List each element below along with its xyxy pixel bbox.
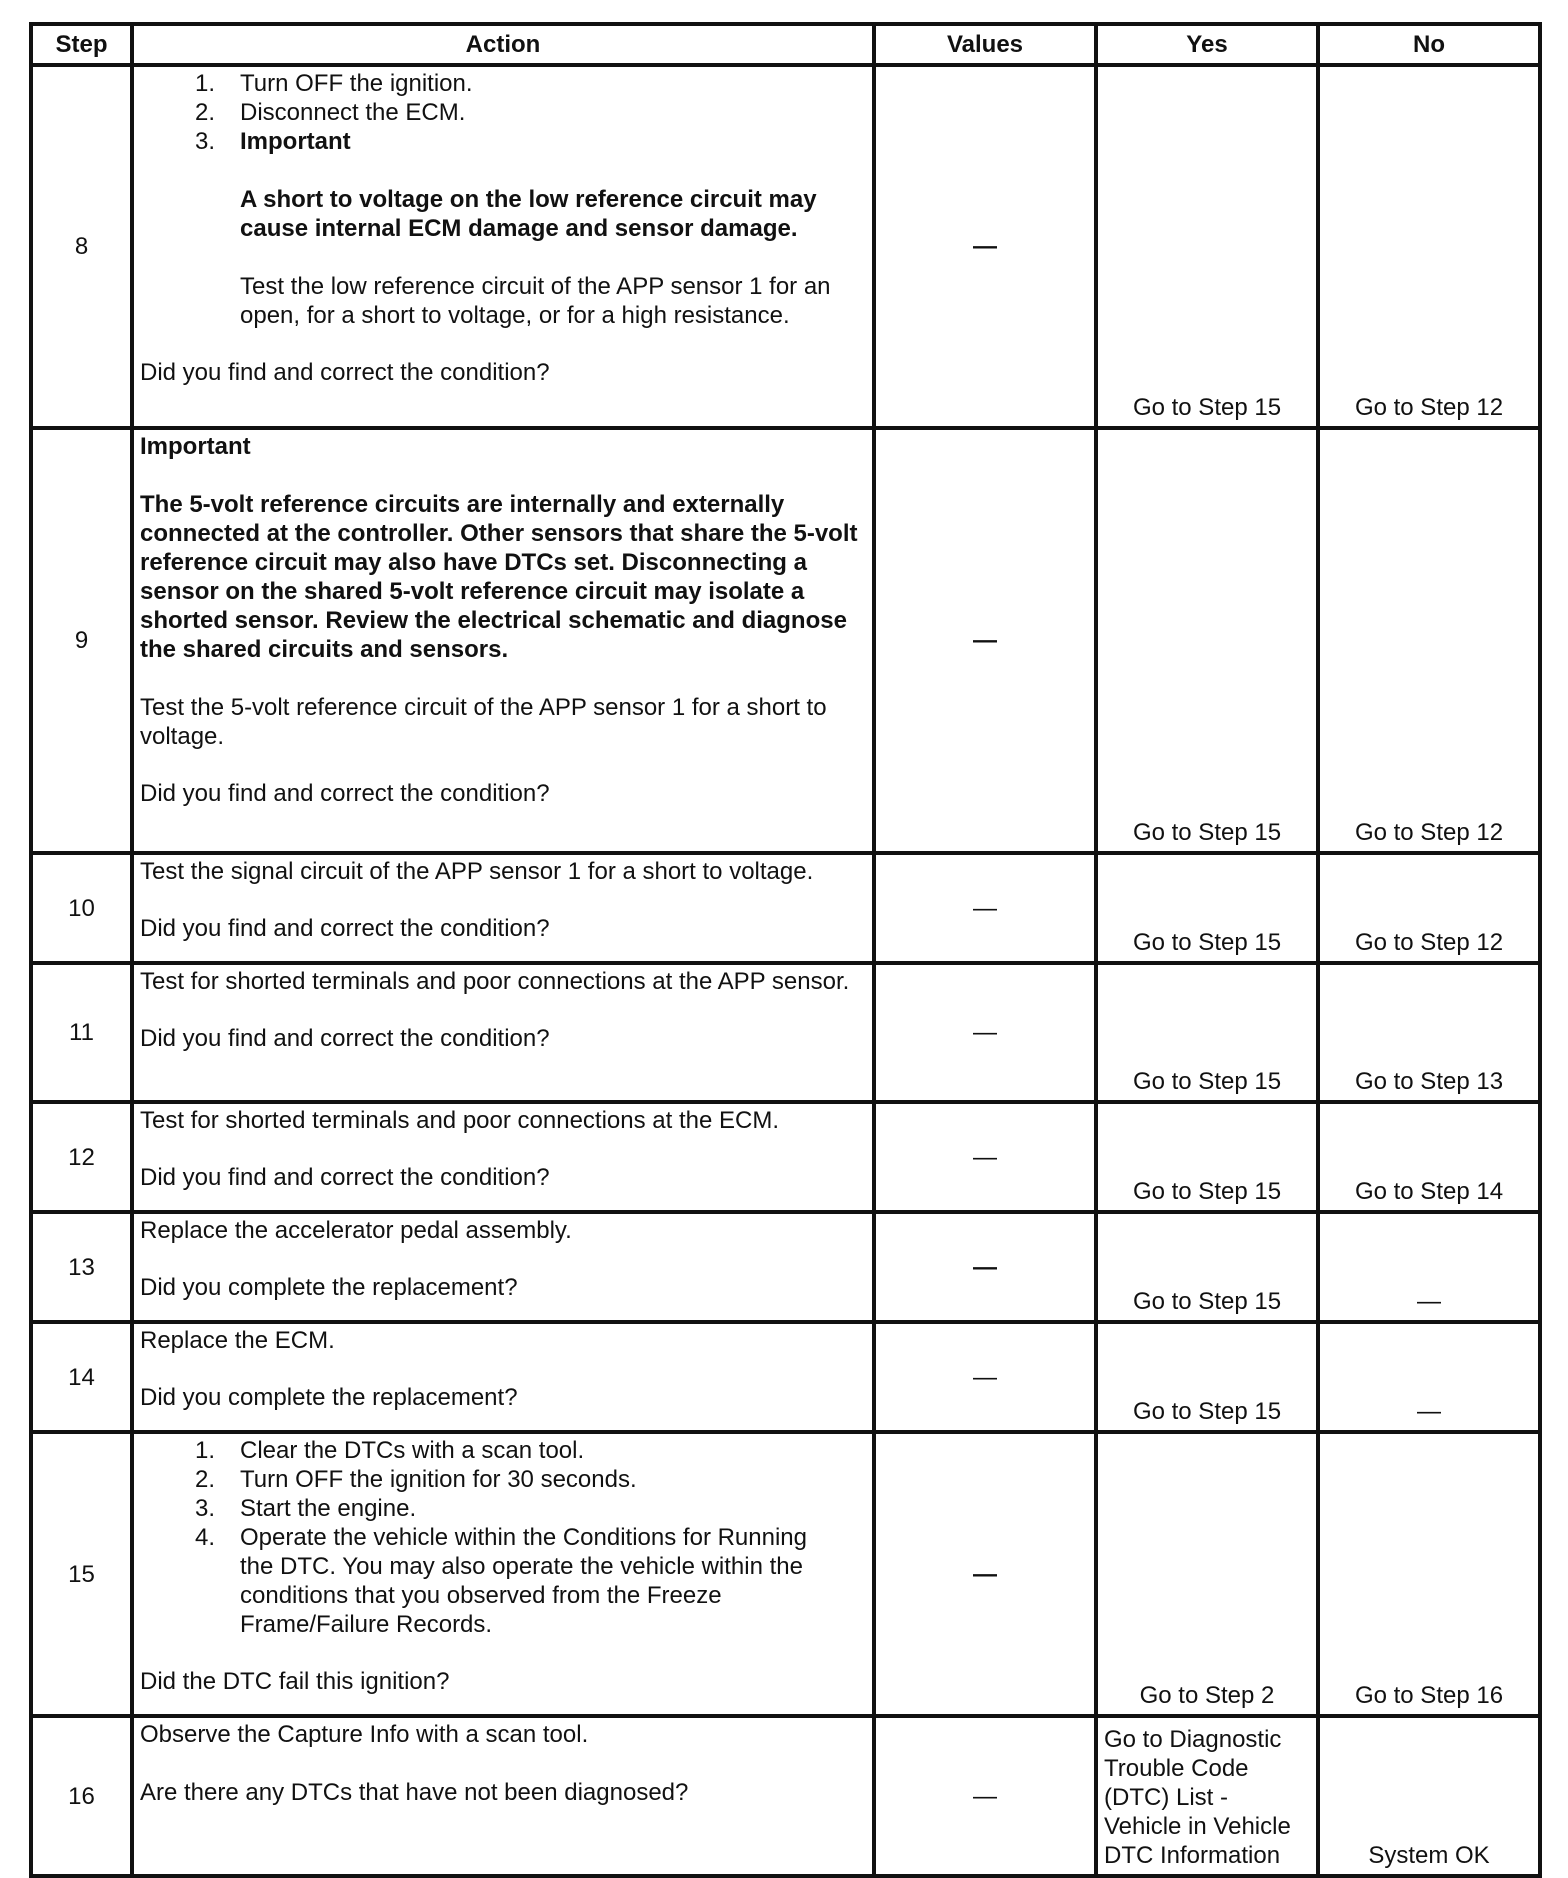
table-row <box>31 428 1540 853</box>
question-text: Did you find and correct the condition? <box>140 359 550 386</box>
action-list <box>140 1436 864 1639</box>
table-row <box>31 853 1540 963</box>
values-dash: — <box>973 1782 997 1810</box>
action-cell <box>132 1432 874 1716</box>
action-text: Replace the accelerator pedal assembly. <box>140 1217 572 1244</box>
list-item <box>195 127 864 156</box>
action-text: Test for shorted terminals and poor connections at the APP sensor. <box>140 968 850 995</box>
no-cell: Go to Step 14 <box>1318 1102 1540 1212</box>
list-item <box>195 98 864 127</box>
values-cell <box>874 428 1096 853</box>
no-cell: — <box>1318 1322 1540 1432</box>
question-text: Did you complete the replacement? <box>140 1384 518 1411</box>
values-dash: — <box>973 894 997 922</box>
values-dash: — <box>973 1363 997 1391</box>
values-cell <box>874 1102 1096 1212</box>
no-cell: Go to Step 13 <box>1318 963 1540 1102</box>
important-label: Important <box>240 128 351 155</box>
step-number: 12 <box>31 1102 132 1212</box>
list-item <box>195 1465 864 1494</box>
action-text: Observe the Capture Info with a scan tool. <box>140 1721 589 1748</box>
list-text: Turn OFF the ignition. <box>240 70 473 97</box>
yes-cell: Go to Step 15 <box>1096 1212 1318 1322</box>
list-item <box>195 1523 864 1639</box>
values-dash: — <box>973 1253 997 1281</box>
list-number: 1. <box>195 1437 216 1464</box>
test-text: Test the low reference circuit of the APP sensor 1 for an open, for a short to voltage, or for a high resistance. <box>240 273 831 329</box>
table-row <box>31 1212 1540 1322</box>
values-cell <box>874 1716 1096 1876</box>
values-dash: — <box>973 1143 997 1171</box>
important-text: A short to voltage on the low reference circuit may cause internal ECM damage and sensor damage. <box>240 186 817 242</box>
header-row <box>31 24 1540 65</box>
values-dash: — <box>973 1560 997 1588</box>
list-number: 3. <box>195 1495 216 1522</box>
step-number: 8 <box>31 65 132 428</box>
table-row <box>31 1432 1540 1716</box>
important-text: The 5-volt reference circuits are internally and externally connected at the controller. Other sensors that share the 5-volt reference circuit may also have DTCs set. Disconnecting a sensor on the shared 5-volt reference circuit may isolate a shorted sensor. Review the electrical schematic and diagnose the shared circuits and sensors. <box>140 491 858 663</box>
action-cell <box>132 1322 874 1432</box>
question-text: Did the DTC fail this ignition? <box>140 1668 450 1695</box>
list-item <box>195 185 864 243</box>
question-text: Did you complete the replacement? <box>140 1274 518 1301</box>
list-number: 3. <box>195 128 216 155</box>
step-number: 11 <box>31 963 132 1102</box>
yes-cell: Go to Step 2 <box>1096 1432 1318 1716</box>
action-list <box>140 69 864 330</box>
no-cell: Go to Step 16 <box>1318 1432 1540 1716</box>
no-cell: — <box>1318 1212 1540 1322</box>
table-row <box>31 963 1540 1102</box>
list-text: Start the engine. <box>240 1495 417 1522</box>
list-text: Turn OFF the ignition for 30 seconds. <box>240 1466 637 1493</box>
action-cell <box>132 1212 874 1322</box>
list-number: 4. <box>195 1524 216 1551</box>
table-row <box>31 65 1540 428</box>
list-item <box>195 69 864 98</box>
table-row <box>31 1716 1540 1876</box>
yes-cell: Go to Step 15 <box>1096 853 1318 963</box>
yes-cell: Go to Step 15 <box>1096 1322 1318 1432</box>
table-row <box>31 1102 1540 1212</box>
important-label: Important <box>140 433 251 460</box>
yes-cell: Go to Step 15 <box>1096 1102 1318 1212</box>
yes-cell: Go to Step 15 <box>1096 428 1318 853</box>
yes-cell: Go to Step 15 <box>1096 963 1318 1102</box>
yes-cell: Go to Step 15 <box>1096 65 1318 428</box>
step-number: 10 <box>31 853 132 963</box>
step-number: 16 <box>31 1716 132 1876</box>
values-cell <box>874 65 1096 428</box>
list-text: Clear the DTCs with a scan tool. <box>240 1437 585 1464</box>
question-text: Did you find and correct the condition? <box>140 780 550 807</box>
header-action: Action <box>132 24 874 65</box>
question-text: Did you find and correct the condition? <box>140 1164 550 1191</box>
no-cell: Go to Step 12 <box>1318 428 1540 853</box>
list-number: 2. <box>195 1466 216 1493</box>
action-text: Test the signal circuit of the APP sensor 1 for a short to voltage. <box>140 858 814 885</box>
no-cell: Go to Step 12 <box>1318 65 1540 428</box>
action-cell <box>132 853 874 963</box>
action-cell <box>132 65 874 428</box>
values-dash: — <box>973 233 997 260</box>
header-step: Step <box>31 24 132 65</box>
question-text: Did you find and correct the condition? <box>140 915 550 942</box>
values-cell <box>874 1212 1096 1322</box>
question-text: Are there any DTCs that have not been diagnosed? <box>140 1779 689 1806</box>
step-number: 9 <box>31 428 132 853</box>
values-dash: — <box>973 627 997 654</box>
list-item <box>195 272 864 330</box>
list-number: 2. <box>195 99 216 126</box>
action-text: Replace the ECM. <box>140 1327 335 1354</box>
values-dash: — <box>973 1019 997 1046</box>
action-cell <box>132 963 874 1102</box>
step-number: 15 <box>31 1432 132 1716</box>
header-yes: Yes <box>1096 24 1318 65</box>
values-cell <box>874 963 1096 1102</box>
question-text: Did you find and correct the condition? <box>140 1025 550 1052</box>
table-row <box>31 1322 1540 1432</box>
action-text: Test for shorted terminals and poor connections at the ECM. <box>140 1107 779 1134</box>
test-text: Test the 5-volt reference circuit of the APP sensor 1 for a short to voltage. <box>140 694 827 750</box>
diagnostic-table <box>29 22 1542 1878</box>
values-cell <box>874 1322 1096 1432</box>
action-cell <box>132 428 874 853</box>
no-cell: Go to Step 12 <box>1318 853 1540 963</box>
list-item <box>195 1436 864 1465</box>
step-number: 14 <box>31 1322 132 1432</box>
action-cell <box>132 1102 874 1212</box>
action-cell <box>132 1716 874 1876</box>
header-no: No <box>1318 24 1540 65</box>
values-cell <box>874 853 1096 963</box>
list-text: Disconnect the ECM. <box>240 99 466 126</box>
header-values: Values <box>874 24 1096 65</box>
list-number: 1. <box>195 70 216 97</box>
values-cell <box>874 1432 1096 1716</box>
no-cell: System OK <box>1318 1716 1540 1876</box>
list-text: Operate the vehicle within the Conditions for Running the DTC. You may also operate the vehicle within the conditions that you observed from the Freeze Frame/Failure Records. <box>240 1524 807 1638</box>
list-item <box>195 1494 864 1523</box>
step-number: 13 <box>31 1212 132 1322</box>
yes-cell-link[interactable]: Go to Diagnostic Trouble Code (DTC) List - Vehicle in Vehicle DTC Information <box>1096 1716 1318 1876</box>
